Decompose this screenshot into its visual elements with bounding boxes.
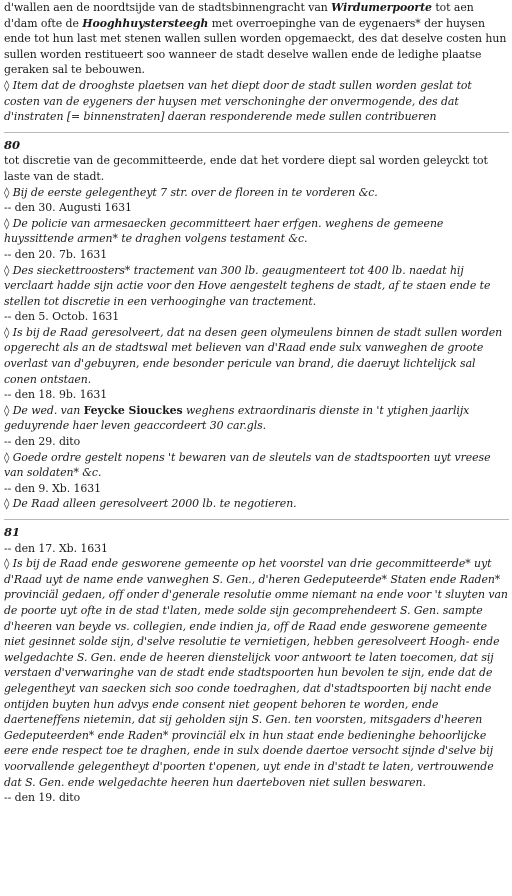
diamond-marker-icon: ◊ — [4, 497, 13, 511]
diamond-marker-icon: ◊ — [4, 403, 13, 417]
paragraph-intro: tot discretie van de gecommitteerde, ende dat het vordere diept sal worden geleyckt tot laste van de stadt. — [4, 154, 488, 183]
entry-7 — [4, 496, 509, 512]
entry-text: Is bij de Raad ende gesworene gemeente op het voorstel van drie gecommitteerde* uyt d'Raad uyt de name ende vanweghen S. Gen., d'heren Gedeputeerde* Staten ende Raden* provinciäl gedaen, off onder d'generale resolutie omme niemant na ende voor 't sluyten van de poorte uyt ofte in de stad t'laten, mede solde sijn gecomprehendeert S. Gen. sampte d'heeren van beyde vs. collegien, ende indien ja, off de Raad ende gesworene gemeente niet gesinnet solde sijn, d'selve resolutie te vernietigen, hebben geresolveert Hoogh- ende welgedachte S. Gen. ende de heeren dienstelijck voor antwoort te laten toecomen, dat sij verstaen d'verwaringhe van de stadt ende stadtspoorten hun bevolen te sijn, ende dat de gelegentheyt van saecken sich soo conde toedraghen, dat d'stadtspoorten bij nacht ende ontijden buyten hun advys ende consent niet geopent behoren te worden, ende daerteneffens nietemin, dat sij geholden sijn S. Gen. ten voorsten, mitsgaders d'heeren Gedeputeerden* ende Raden* provinciäl elx in hun staat ende bedieninghe behoorlijcke eere ende respect toe te draghen, ende in sulx doende daertoe versocht sijnde d'selve bij voorvallende gelegentheyt d'poorten t'openen, uyt ende in d'stadt te laten, vertrouwende dat S. Gen. ende welgedachte heeren hun daerteboven niet sullen beswaren. — [4, 557, 508, 789]
paragraph-wallen — [4, 0, 509, 78]
text-run: tot aen d'dam ofte de — [4, 1, 474, 30]
entry-text: Goede ordre gestelt nopens 't bewaren van de sleutels van de stadtspoorten uyt vreese van soldaten* &c. — [4, 450, 491, 480]
diamond-marker-icon: ◊ — [4, 263, 13, 277]
entry-resolution — [4, 556, 509, 790]
entry-text: weghens extraordinaris dienste in 't ytighen jaarlijx geduyrende haer leven geaccordeert 30 car.gls. — [4, 403, 470, 433]
entry-text: De wed. van — [12, 403, 84, 417]
entry-text: Des sieckettroosters* tractement van 300 lb. geaugmenteert tot 400 lb. naedat hij verclaart hadde sijn actie voor den Hove aengestelt teghens de stadt, af te staen ende te stellen tot discretie in een verhooginghe van tractement. — [4, 263, 491, 308]
text-run: met overroepinghe van de eygenaers* der huysen ende tot hun last met stenen wallen sullen worden opgemaeckt, des dat deselve costen hun sullen worden restitueert soo wanneer de stadt deselve wallen ende de ledighe plaatse geraken sal te bebouwen. — [4, 16, 507, 77]
date-line: -- den 19. dito — [4, 791, 81, 805]
entry-text: Item dat de drooghste plaetsen van het diept door de stadt sullen worden geslat tot costen van de eygeners der huysen met verschoninghe der onvermogende, des dat d'instraten [= binnenstraten] daeran responderende mede sullen contribueren — [4, 78, 472, 124]
diamond-marker-icon: ◊ — [4, 325, 13, 339]
date-line: -- den 20. 7b. 1631 — [4, 247, 108, 261]
page-number-80: 80 — [4, 137, 20, 152]
entry-text: Is bij de Raad geresolveert, dat na desen geen olymeulens binnen de stadt sullen worden opgerecht als an de stadtswal met believen van d'Raad ende sulx vanweghen de groote overlast van d'gebuyren, ende besonder pericule van brand, die daeruyt lichtelijck sal conen ontstaen. — [4, 325, 503, 386]
diamond-marker-icon: ◊ — [4, 216, 13, 230]
date-line: -- den 29. dito — [4, 435, 81, 449]
date-line: -- den 5. Octob. 1631 — [4, 310, 120, 324]
entry-text: De policie van armesaecken gecommitteert haer erfgen. weghens de gemeene huyssittende armen* te draghen volgens testament &c. — [4, 216, 444, 246]
place-name-hooghhuystersteegh: Hooghhuystersteegh — [82, 16, 209, 30]
entry-text: Bij de eerste gelegentheyt 7 str. over de floreen in te vorderen &c. — [12, 185, 378, 199]
entry-3 — [4, 263, 509, 310]
date-line: -- den 9. Xb. 1631 — [4, 481, 102, 495]
diamond-marker-icon: ◊ — [4, 557, 13, 571]
document-page — [4, 0, 509, 806]
date-line: -- den 18. 9b. 1631 — [4, 388, 108, 402]
entry-diept — [4, 78, 509, 125]
date-line: -- den 17. Xb. 1631 — [4, 541, 108, 555]
entry-1 — [4, 185, 509, 201]
place-name-wirdumerpoorte: Wirdumerpoorte — [331, 1, 432, 14]
page-number-81: 81 — [4, 525, 20, 539]
diamond-marker-icon: ◊ — [4, 185, 13, 199]
diamond-marker-icon: ◊ — [4, 78, 13, 92]
page-separator — [4, 132, 509, 133]
entry-6 — [4, 450, 509, 481]
person-name: Feycke Siouckes — [83, 403, 183, 417]
entry-2 — [4, 216, 509, 247]
diamond-marker-icon: ◊ — [4, 450, 13, 464]
text-run: d'wallen aen de noordtsijde van de stadtsbinnengracht van — [4, 1, 332, 14]
entry-text: De Raad alleen geresolveert 2000 lb. te negotieren. — [12, 497, 297, 511]
date-line: -- den 30. Augusti 1631 — [4, 201, 132, 215]
entry-5 — [4, 403, 509, 434]
entry-4 — [4, 325, 509, 387]
page-separator — [4, 519, 509, 520]
